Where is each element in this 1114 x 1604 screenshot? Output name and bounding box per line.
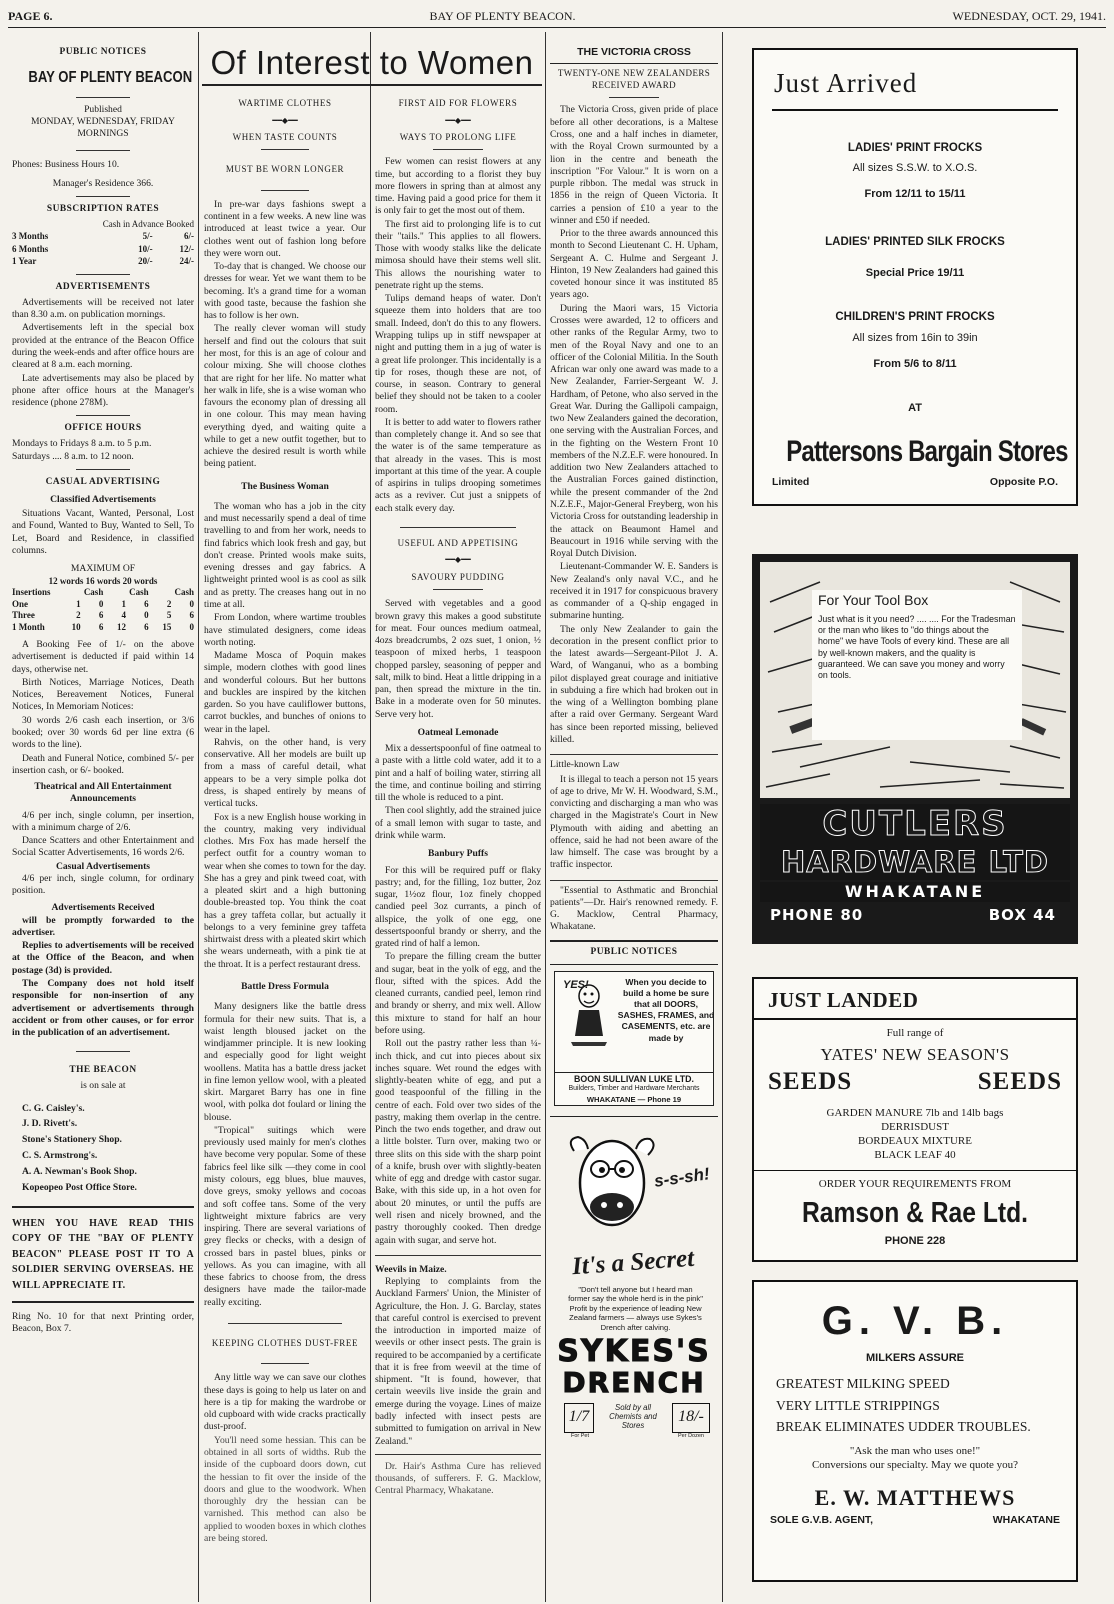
box-number: BOX 44 (988, 906, 1056, 924)
paragraph: 30 words 2/6 cash each insertion, or 3/6 booked; over 30 words 6d per line extra (6 words to the line). (12, 714, 194, 751)
paragraph: From London, where wartime troubles have stimulated designers, come ideas worth noting. (204, 612, 366, 648)
beacon-title: BAY OF PLENTY BEACON (28, 69, 193, 87)
seeds-label: SEEDS (977, 1067, 1062, 1095)
shh-callout: s-s-sh! (652, 1163, 711, 1191)
paragraph: Death and Funeral Notice, combined 5/- per insertion cash, or 6/- booked. (12, 752, 194, 776)
phone-number: PHONE 80 (770, 906, 864, 924)
company-address: WHAKATANE — Phone 19 (586, 1094, 682, 1104)
gvb-milkers-ad (752, 1280, 1078, 1582)
divider (76, 196, 131, 197)
ad-line: GARDEN MANURE 7lb and 14lb bags (826, 1106, 1004, 1119)
ad-line: BORDEAUX MIXTURE (858, 1134, 972, 1147)
ad-line: YATES' NEW SEASON'S (820, 1044, 1010, 1064)
seller: Stone's Stationery Shop. (22, 1134, 122, 1146)
paragraph: Served with vegetables and a good brown gravy this makes a good substitute for meat. Four ounces medium oatmeal, 4ozs breadcrumbs, 2 ozs suet, 1 onion, ½ teaspoon of mixed herbs, 1 teaspoon chopped parsley, seasoning of pepper and salt, milk to bind. Heat a little dripping in a pan, then spread the mixture in the tin. Bake in a moderate oven for 50 minutes. Serve very hot. (375, 598, 541, 720)
article-subhead: MUST BE WORN LONGER (225, 164, 345, 175)
yes-callout: YES! (563, 978, 589, 991)
paragraph: Advertisements will be received not later than 8.30 a.m. on publication mornings. (12, 296, 194, 321)
paragraph: It is illegal to teach a person not 15 years of age to drive, Mr W. H. Woodward, S.M., convicting and discharging a man who was charged in the Magistrate's Court in New Plymouth with aiding and abetting an offence, said he had not been aware of the law himself. The case was brought by a traffic inspector. (550, 773, 718, 871)
seeds-label: SEEDS (768, 1067, 853, 1095)
seller: J. D. Rivett's. (22, 1118, 78, 1130)
column-rule (722, 32, 723, 1602)
ad-line: LADIES' PRINTED SILK FROCKS (825, 236, 1005, 249)
article-subhead: WHEN TASTE COUNTS (232, 131, 338, 142)
column-rule (370, 32, 371, 1602)
agent-name: E. W. MATTHEWS (814, 1485, 1016, 1511)
paragraph: 4/6 per inch, single column, for ordinary position. (12, 872, 194, 897)
cutlers-hardware-ad (752, 554, 1078, 944)
article-subhead: SAVOURY PUDDING (411, 571, 505, 582)
ad-line: BLACK LEAF 40 (874, 1148, 956, 1161)
phone-info: Phones: Business Hours 10. (12, 159, 120, 171)
paragraph: The Victoria Cross, given pride of place before all other decorations, is a Maltese Cross, one and a half inches in diameter, with the Royal Crown surmounted by a lion in the centre and beneath the inscription "For Valour." It is worn on a purple ribbon. The medal was struck in 1856 in the reign of Queen Victoria. It carries a pension of £10 a year to the winner and £50 if needed. (550, 104, 718, 226)
price-small: 1/7 (564, 1403, 594, 1433)
tool-box-panel (812, 590, 1022, 740)
divider (76, 1051, 131, 1052)
boon-sullivan-ad (554, 971, 714, 1106)
ad-copy: Just what is it you need? .... .... For the Tradesman or the man who likes to "do things about the home" we have Tools of every kind. These are all by well-known makers, and the quality is guaranteed. We can save you money and worry on tools. (818, 613, 1016, 681)
ad-line: LADIES' PRINT FROCKS (847, 141, 983, 154)
paragraph: Birth Notices, Marriage Notices, Death Notices, Bereavement Notices, Funeral Notices, In Memoriam Notices: (12, 676, 194, 713)
column-rule (198, 32, 199, 1602)
paragraph: Mix a dessertspoonful of fine oatmeal to a paste with a little cold water, add it to a pint and a half of boiling water, stirring all the time, and continue boiling and stirring till the whole is reduced to a pint. (375, 743, 541, 804)
company-name: BOON SULLIVAN LUKE LTD. (574, 1073, 694, 1084)
divider (261, 149, 310, 150)
claim: BREAK ELIMINATES UDDER TROUBLES. (776, 1419, 1031, 1435)
article-subhead: Oatmeal Lemonade (417, 726, 499, 738)
paragraph: To prepare the filling cream the butter and sugar, beat in the yolk of egg, and the flour, sifted with the spices. Add the cleaned currants, candied peel, lemon rind and brandy or sherry, and mix well. Allow this mixture to stand for half an hour before using. (375, 951, 541, 1036)
ad-line: DERRISDUST (881, 1120, 949, 1133)
public-notices-column (12, 40, 194, 1600)
paragraph: Late advertisements may also be placed by phone after office hours at the Manager's residence (phone 278M). (12, 372, 194, 409)
article-subhead: Banbury Puffs (428, 848, 488, 860)
secret-slogan: It's a Secret (571, 1244, 695, 1280)
store-name: Pattersons Bargain Stores (786, 435, 1068, 469)
agent-footer (754, 1514, 1076, 1527)
paragraph: The first aid to prolonging life is to cut their "tails." This applies to all flowers. Those with woody stalks like the delicate mimosa should have their stems well slit. This allows the nourishing water to penetrate right up the stems. (375, 218, 541, 291)
printing-notice: Ring No. 10 for that next Printing order, Beacon, Box 7. (12, 1311, 194, 1335)
flowers-recipes-column: FIRST AID FOR FLOWERS ━━◆━━ WAYS TO PROLONG LIFE Few women can resist flowers at any time, but according to a florist they buy more flowers in spring than at almost any time. Having paid a good price for them it is only fair to get the most out of them. The first aid to prolonging life is to cut their "tails." This applies to all flowers. Those with woody stalks like the delicate mimosa should have their stems well slit. This allows the nourishing water to penetrate right up the stems. Tulips demand heaps of water. Don't squeeze them into holders that are too small. Indeed, don't do this to any flowers. Wrapping tulips up in stiff newspaper at night and putting them in a jug of water is a great life prolonger. This incidentally is a tip for roses, though these are not, of course, in season. Contrary to general belief they should not be taken to a cooler room. It is better to add water to flowers rather than completely change it. And so see that the water is of the same temperature as that already in the vases. This is most important at this time of the year. A couple of aspirins in tulips drooping sometimes acts as a reviver. Cut just a snippets of each stalk every day. USEFUL AND APPETISING ━━◆━━ SAVOURY PUDDING Served with vegetables and a good brown gravy this makes a good substitute for meat. Four ounces medium oatmeal, 4ozs breadcrumbs, 2 ozs suet, 1 onion, ½ teaspoon of mixed herbs, 1 teaspoon chopped parsley, seasoning of pepper and salt, milk to bind. Heat a little dripping in a pan, then spread the mixture in the tin. Bake in a moderate oven for 50 minutes. Serve very hot. Oatmeal Lemonade Mix a dessertspoonful of fine oatmeal to a paste with a little cold water, add it to a pint and a half of boiling water, stirring all the time, and continue boiling and stirring till the whole is reduced to a pint. Then cool slightly, add the strained juice of a small lemon with sugar to taste, and drink while warm. Banbury Puffs For this will be required puff or flaky pastry; and, for the filling, 1oz butter, 2oz sugar, 1½oz flour, 1oz finely chopped candied peel 3oz currants, a pinch of allspice, the yolk of one egg, one dessertspoonful brandy or sherry, and the grated rind of half a lemon. To prepare the filling cream the butter and sugar, beat in the yolk of egg, and the flour, sifted with the spices. Add the cleaned currants, candied peel, lemon rind and brandy or sherry, and mix well. Allow this mixture to stand for half an hour before using. Roll out the pastry rather less than ¼-inch thick, and cut into pieces about six inches square. Wet round the edges with slightly-beaten white of egg, and put a good teaspoonful of the filling in the centre of each. Fold over two sides of the pastry, making them overlap in the centre. Pinch the two ends together, and draw out a little bolster. Turn over, making two or three slits on this side with the sharp point of a knife, brush over with slightly-beaten white of egg and dredge with castor sugar. Bake, with this side up, in a hot oven for about 20 minutes, or until the puffs are well risen and nicely browned, and the pastry thoroughly cooked. Then dredge again with sugar, and serve hot. Weevils in Maize. Replying to complaints from the Auckland Farmers' Union, the Minister of Agriculture, the Hon. J. G. Barclay, states that careful control is exercised to prevent the introduction in imported maize of weevils or other insect pests. The grain is required to be accompanied by a certificate that it is free from weevil at the time of shipment. "It is found, however, that certain weevils live inside the grain and emerge during the voyage. Lines of maize badly infected with insect pests are submitted to fumigation on arrival in New Zealand." Dr. Hair's Asthma Cure has relieved thousands, of sufferers. F. G. Macklow, Central Pharmacy, Whakatane. (375, 98, 541, 1497)
sykes-drench-ad (550, 1116, 718, 1439)
word-count-header: 12 words 16 words 20 words (48, 575, 158, 586)
ad-line: MILKERS ASSURE (866, 1352, 964, 1365)
casual-ads-heading: Casual Advertisements (55, 860, 151, 872)
office-hours-saturday: Saturdays .... 8 a.m. to 12 noon. (12, 450, 134, 462)
seller: Kopeopeo Post Office Store. (22, 1181, 137, 1193)
brand-name: DRENCH (562, 1365, 706, 1399)
price-large: 18/- (672, 1403, 710, 1433)
divider (76, 150, 131, 151)
women-section-banner (202, 40, 542, 86)
section-heading: PUBLIC NOTICES (59, 47, 147, 57)
insertion-row: One 1 0 1 6 2 0 (12, 598, 194, 609)
seller: C. S. Armstrong's. (22, 1150, 98, 1162)
article-subhead: TWENTY-ONE NEW ZEALANDERS RECEIVED AWARD (557, 68, 711, 90)
ad-headline: JUST LANDED (768, 988, 919, 1012)
divider (433, 149, 483, 150)
paragraph: "Essential to Asthmatic and Bronchial patients"—Dr. Hair's renowned remedy. F. G. Macklow, Central Pharmacy, Whakatane. (550, 884, 718, 933)
brand-name: SYKES'S (557, 1333, 711, 1369)
town-name: WHAKATANE (760, 882, 1070, 902)
office-hours-heading: OFFICE HOURS (64, 423, 142, 434)
store-suffix: Limited (772, 475, 810, 488)
sellers-list (12, 1101, 194, 1196)
paragraph: To-day that is changed. We choose our dresses for wear. Yet we want them to be becoming. It's a grand time for a woman with good taste, because the fashion she has to follow is her own. (204, 261, 366, 322)
paragraph: Replying to complaints from the Auckland Farmers' Union, the Minister of Agriculture, the Hon. J. G. Barclay, states that careful control is exercised to prevent the introduction in imported maize of weevils or other insect pests. The grain is required to be accompanied by a certificate that it is free from weevil at the time of shipment. "It is found, however, that certain weevils live inside the grain and emerge during the voyage. Lines of maize badly infected with insect pests are submitted to fumigation on arrival in New Zealand." (375, 1276, 541, 1447)
ad-headline: For Your Tool Box (818, 592, 929, 608)
paragraph: Any little way we can save our clothes these days is going to help us later on and here is a tip for making the wardrobe or old cupboard with wide cracks practically dust-proof. (204, 1372, 366, 1433)
rate-row: 1 Year 20/- 24/- (12, 256, 194, 267)
agent-town: WHAKATANE (992, 1514, 1060, 1527)
ad-line: ORDER YOUR REQUIREMENTS FROM (818, 1178, 1012, 1191)
divider (228, 1323, 341, 1324)
divider (76, 274, 131, 275)
insertion-row: Three 2 6 4 0 5 6 (12, 610, 194, 621)
maximum-heading: MAXIMUM OF (70, 563, 136, 575)
office-hours-weekday: Mondays to Fridays 8 a.m. to 5 p.m. (12, 438, 152, 450)
ad-line: From 5/6 to 8/11 (873, 358, 957, 371)
article-headline: WARTIME CLOTHES (238, 98, 332, 108)
publication-days: MONDAY, WEDNESDAY, FRIDAY (31, 115, 175, 127)
paragraph: Madame Mosca of Poquin makes simple, modern clothes with good lines and wonderful colours. But her buttons and buckles are inspired by the kitchen garden. So you have cauliflower buttons, carrot buckles, and bunches of onions to wear in the lapel. (204, 650, 366, 735)
paragraph: It is better to add water to flowers rather than completely change it. And so see that the water is of the same temperature as that already in the vases. This is most important at this time of the year. A couple of aspirins in tulips drooping sometimes acts as a reviver. Cut just a snippets of each stalk every day. (375, 416, 541, 514)
store-footer (754, 476, 1076, 489)
ad-copy: When you decide to build a home be sure that all DOORS, SASHES, FRAMES, and CASEMENTS, etc. are made by (617, 976, 715, 1043)
pattersons-ad (752, 48, 1078, 506)
paragraph: will be promptly forwarded to the advertiser. (12, 914, 194, 938)
paragraph: Fox is a new English house working in the country, making very individual clothes. Mrs Fox has made herself the perfect outfit for a country woman to wear when she comes to town for the day. She has a grey and pink tweed coat, with a pleated skirt and a high buttoning double-breasted top. You think the coat has a grey taffeta collar, but actually it belongs to a very feminine grey taffeta shirtwaist dress with a pleated skirt which she wears underneath, with a pink tie at the throat. It is a perfect restaurant dress. (204, 811, 366, 970)
article-subhead: WAYS TO PROLONG LIFE (399, 131, 517, 142)
paragraph: The really clever woman will study herself and find out the colours that suit her most, for this is an age of colour and colour mixing. She will choose clothes that are right for her life. No matter what her walk in life, she is a wise woman who favours the economy plan of dressing all in one colour. This may mean having everything dyed, and waiting quite a while to get a new outfit together, but to achieve the desired result is worth while being patient. (204, 323, 366, 470)
column-rule (545, 32, 546, 1602)
article-headline: KEEPING CLOTHES DUST-FREE (211, 1337, 359, 1348)
seller: C. G. Caisley's. (22, 1102, 85, 1114)
women-section-title: Of Interest to Women (210, 44, 534, 81)
store-location: Opposite P.O. (989, 475, 1058, 488)
rate-row: 6 Months 10/- 12/- (12, 243, 194, 254)
tool-illustration (760, 562, 1070, 798)
paragraph: You'll need some hessian. This can be obtained in all sorts of widths. Rub the inside of the cupboard doors down, cut the hessian to fit over the inside of the doors and glue to the woodwork. When thoroughly dry the hessian can be varnished. This method can also be applied to wooden boxes in which clothes are being stored. (204, 1434, 366, 1544)
divider (76, 97, 131, 98)
paragraph: Replies to advertisements will be received at the Office of the Beacon, and when postage (3d) is provided. (12, 940, 194, 976)
paragraph: "Tropical" suitings which were previously used mainly for men's clothes have become very popular. Some of these fabrics feel like silk —they come in cool misty colours, egg blues, blue mauves, dove greys, smoky yellows and cocoas and soft coffee tans. Some of the very lightweight mixture fabrics are very inspiring. There are several variations of grey flecks or checks, with a design of crossed bars in pastel blues, pinks or yellows. As you can imagine, with all these fabrics to choose from, the dress designers have made the tailor-made really exciting. (204, 1124, 366, 1308)
ad-copy: "Don't tell anyone but I heard man former say the whole herd is in the pink" Profit by the experience of leading New Zealand farmers — always use Sykes's Drench after calving. (568, 1284, 703, 1332)
article-subhead: Battle Dress Formula (241, 980, 329, 992)
subscription-heading: SUBSCRIPTION RATES (46, 203, 160, 214)
insertion-header: Insertions Cash Cash Cash (12, 587, 194, 598)
soldier-notice: WHEN YOU HAVE READ THIS COPY OF THE "BAY OF PLENTY BEACON" PLEASE POST IT TO A SOLDIER SERVING OVERSEAS. HE WILL APPRECIATE IT. (12, 1217, 194, 1291)
publication-time: MORNINGS (77, 128, 129, 140)
received-heading: Advertisements Received (51, 902, 155, 914)
section-heading: PUBLIC NOTICES (590, 946, 678, 957)
ad-line: Conversions our specialty. May we quote you? (811, 1459, 1019, 1472)
stockist-note: Sold by all Chemists and Stores (609, 1402, 657, 1430)
paragraph: Roll out the pastry rather less than ¼-inch thick, and cut into pieces about six inches square. Wet round the edges with slightly-beaten white of egg, and put a good teaspoonful of the filling in the centre of each. Fold over two sides of the pastry, making them overlap in the centre. Pinch the two ends together, and draw out a little bolster. Turn over, making two or three slits on this side with the sharp point of a knife, brush over with slightly-beaten white of egg and dredge with castor sugar. Bake, with this side up, in a hot oven for about 20 minutes, or until the puffs are well risen and nicely browned, and the pastry thoroughly cooked. Then dredge again with sugar, and serve hot. (375, 1038, 541, 1246)
divider (433, 589, 483, 590)
paragraph: Dance Scatters and other Entertainment and Social Scatter Advertisements, 16 words 2/6. (12, 835, 194, 859)
paper-name: BAY OF PLENTY BEACON. (429, 8, 576, 23)
ad-line: AT (908, 402, 922, 415)
divider (400, 527, 516, 528)
on-sale-label: is on sale at (80, 1080, 126, 1092)
paragraph: A Booking Fee of 1/- on the above advertisement is deducted if paid within 14 days, otherwise net. (12, 639, 194, 675)
cow-head-icon (564, 1131, 660, 1239)
article-headline: THE VICTORIA CROSS (577, 46, 691, 58)
advertisements-heading: ADVERTISEMENTS (55, 281, 151, 292)
paragraph: The Company does not hold itself responsible for non-insertion of any advertisement or advertisements through accident or from other causes, or for error in the publication of an advertisement. (12, 978, 194, 1039)
claim: GREATEST MILKING SPEED (776, 1376, 950, 1392)
paragraph: Tulips demand heaps of water. Don't squeeze them into holders that are too small. Indeed, don't do this to any flowers. Wrapping tulips up in stiff newspaper at night and putting them in a jug of water is a great life prolonger. This incidentally is a tip for roses, though these are not, of course, in season. Contrary to general belief they should not be taken to a cooler room. (375, 293, 541, 415)
paragraph: In pre-war days fashions swept a continent in a few weeks. A new line was introduced at least twice a year. Our clothes went out of fashion long before they were worn out. (204, 198, 366, 259)
insertion-row: 1 Month 10 6 12 6 15 0 (12, 621, 194, 632)
paragraph: Many designers like the battle dress formula for their new suits. That is, a waist length bloused jacket on the windjammer principle. It is new looking and especially good for light weight woollens. Matita has a battle dress jacket in fine lemon yellow wool, with a pleated skirt. Margaret Barry has one in fine wool, with polka dot foulard or lining the blouse. (204, 1001, 366, 1123)
theatrical-heading: Theatrical and All Entertainment Announcements (34, 781, 172, 805)
paragraph: 4/6 per inch, single column, per insertion, with a minimum charge of 2/6. (12, 809, 194, 833)
brand-name: HARDWARE LTD (760, 844, 1070, 880)
paragraph: The only New Zealander to gain the decoration in the present conflict prior to the latest awards—Sergeant-Pilot J. A. Ward, of Wanganui, who as a bombing pilot displayed great courage and initiative in subduing a fire which had broken out in the wing of a Wellington bombing plane after a raid over Germany. Sergeant Ward has since been reported missing, believed killed. (550, 623, 718, 746)
company-name: Ramson & Rae Ltd. (802, 1197, 1028, 1230)
paragraph: During the Maori wars, 15 Victoria Crosses were awarded, 12 to officers and other ranks of the Regular Army, two to men of the Royal Navy and one to an officer of the Colonial Militia. In the South African war only one award was made to a New Zealander, Farrier-Sergeant W. J. Hardham, of Petone, who also served in the Great War. During the Gallipoli campaign, two New Zealanders gained the decoration, one serving with the Australian Forces, and in the fighting on the Western Front 10 members of the N.Z.E.F. were honoured. In addition two New Zealanders attached to the Australian Forces gained distinction, while the present commander of the 2nd N.Z.E.F., Major-General Freyberg, won his Victoria Cross for outstanding leadership in the attack on Beaumont Hamel and Beaucourt in 1916 while serving with the Royal Dutch Division. (550, 302, 718, 560)
issue-date: WEDNESDAY, OCT. 29, 1941. (952, 8, 1106, 23)
wartime-clothes-column: WARTIME CLOTHES ━━◆━━ WHEN TASTE COUNTS MUST BE WORN LONGER In pre-war days fashions swept a continent in a few weeks. A new line was introduced at least twice a year. Our clothes went out of fashion long before they were worn out. To-day that is changed. We choose our dresses for wear. Yet we want them to be becoming. It's a grand time for a woman with good taste, because the fashion she has to follow is her own. The really clever woman will study herself and find out the colours that suit her most, for this is an age of colour and colour mixing. She will choose clothes that are right for her life. No matter what her walk in life, she is a wise woman who favours the economy plan of dressing all in one colour. This may mean having everything dyed, and waiting quite a while to get a new outfit together, but to achieve the desired result is worth while being patient. The Business Woman The woman who has a job in the city and must necessarily spend a deal of time travelling to and from her work, needs to find fabrics which look fresh and gay, but don't crease. Printed wools make suits, evening dresses and gay fabrics. A lightweight printed wool is as cool as silk and as pretty. The creases hang out in no time at all. From London, where wartime troubles have stimulated designers, come ideas worth noting. Madame Mosca of Poquin makes simple, modern clothes with good lines and wonderful colours. But her buttons and buckles are inspired by the kitchen garden. So you have cauliflower buttons, carrot buckles, and bunches of onions to wear in the lapel. Rahvis, on the other hand, is very conservative. All her models are built up from a mass of careful detail, what appears to be a very simple polka dot dress, is shaped entirely by means of vertical tucks. Fox is a new English house working in the country, making very individual clothes. Mrs Fox has made herself the perfect outfit for a country woman to wear when she comes to town for the day. She has a grey and pink tweed coat, with a pleated skirt and a high buttoning double-breasted top. You think the coat has a grey taffeta collar, but actually it belongs to a very feminine grey taffeta shirtwaist dress with a pleated skirt which she wears underneath, with a pink tie at the throat. It is a perfect restaurant dress. Battle Dress Formula Many designers like the battle dress formula for their new suits. That is, a waist length bloused jacket on the windjammer principle. It is new looking and especially good for light weight woollens. Matita has a battle dress jacket in fine lemon yellow wool, with a pleated skirt. Margaret Barry has one in fine wool, with polka dot foulard or lining the blouse. "Tropical" suitings which were previously used mainly for men's clothes have become very popular. Some of these fabrics feel like silk —they come in cool misty colours, egg blues, blue mauves, dove greys, smoky yellows and cocoas and soft coffee tans. Some of the very lightweight mixture fabrics are very inspiring. There are several variations of grey flecks or checks, with a design of crossed bars in pastel blues, pinks or yellows. As you can imagine, with all these fabrics to choose from, the dress designers have made the tailor-made really exciting. KEEPING CLOTHES DUST-FREE Any little way we can save our clothes these days is going to help us later on and here is a tip for making the wardrobe or old cupboard with wide cracks practically dust-proof. You'll need some hessian. This can be obtained in all sorts of widths. Rub the inside of the cupboard doors down, cut the hessian to fit over the inside of the doors and glue to the woodwork. When thoroughly dry the hessian can be varnished. This method can also be applied to wooden boxes in which clothes are being stored. (204, 98, 366, 1544)
article-subhead: Weevils in Maize. (375, 1263, 447, 1275)
seller: A. A. Newman's Book Shop. (22, 1165, 137, 1177)
paragraph: The woman who has a job in the city and must necessarily spend a deal of time travelling to and from her work, needs to find fabrics which look fresh and gay, but don't crease. Printed wools make suits, evening dresses and gay fabrics. A lightweight printed wool is as cool as silk and as pretty. The creases hang out in no time at all. (204, 500, 366, 611)
residence-phone: Manager's Residence 366. (52, 177, 154, 189)
masthead (8, 6, 1106, 28)
claims-list (754, 1373, 1076, 1438)
divider (609, 97, 659, 98)
claim: VERY LITTLE STRIPPINGS (776, 1397, 940, 1413)
paragraph: Prior to the three awards announced this month to Second Lieutenant C. H. Upham, Sergeant A. C. Hulme and Sergeant J. Hinton, 19 New Zealanders had gained this coveted honour since it was instituted 85 years ago. (550, 228, 718, 301)
divider (76, 469, 131, 470)
classified-heading: Classified Advertisements (50, 493, 156, 505)
paragraph: Dr. Hair's Asthma Cure has relieved thousands, of sufferers. F. G. Macklow, Central Pharmacy, Whakatane. (375, 1460, 541, 1497)
ad-line: CHILDREN'S PRINT FROCKS (835, 311, 995, 324)
subscription-columns: Cash in Advance Booked (102, 218, 194, 229)
ad-line: All sizes from 16in to 39in (852, 331, 978, 344)
ramson-rae-ad (752, 977, 1078, 1262)
divider (261, 190, 310, 191)
ad-line: Special Price 19/11 (865, 267, 965, 280)
ad-line: From 12/11 to 15/11 (864, 188, 966, 201)
gvb-logo: G. V. B. (821, 1299, 1009, 1343)
ad-line: All sizes S.S.W. to X.O.S. (852, 162, 978, 175)
divider (261, 1363, 310, 1364)
article-subhead: Little-known Law (550, 759, 620, 771)
casual-advertising-heading: CASUAL ADVERTISING (45, 476, 161, 487)
article-subhead: The Business Woman (241, 480, 329, 492)
price-label: For Pet (570, 1432, 590, 1439)
price-label: Per Dozen (678, 1432, 704, 1439)
ad-line: Full range of (886, 1026, 944, 1039)
divider (76, 415, 131, 416)
victoria-cross-column (550, 40, 718, 1600)
ad-headline: Just Arrived (774, 68, 918, 98)
rate-row: 3 Months 5/- 6/- (12, 231, 194, 242)
paragraph: Rahvis, on the other hand, is very conservative. All her models are built up from a mass of careful detail, what appears to be a very simple polka dot dress, is shaped entirely by means of vertical tucks. (204, 736, 366, 810)
article-headline: FIRST AID FOR FLOWERS (398, 98, 518, 108)
company-tagline: Builders, Timber and Hardware Merchants (568, 1084, 700, 1092)
brand-name: CUTLERS (760, 804, 1070, 844)
article-headline: USEFUL AND APPETISING (397, 537, 519, 548)
paragraph: Then cool slightly, add the strained juice of a small lemon with sugar to taste, and drink while warm. (375, 805, 541, 842)
published-label: Published (84, 103, 122, 115)
seeds-line (754, 1066, 1076, 1098)
page-number: PAGE 6. (8, 8, 53, 23)
paragraph: Situations Vacant, Wanted, Personal, Lost and Found, Wanted to Buy, Wanted to Sell, To Let, Board and Residence, in classified columns. (12, 508, 194, 556)
paragraph: Lieutenant-Commander W. E. Sanders is New Zealand's only naval V.C., and he received it in 1917 for conspicuous bravery as commander of a Q-ship engaged in submarine hunting. (550, 561, 718, 622)
phone-number: PHONE 228 (884, 1235, 946, 1248)
agent-label: SOLE G.V.B. AGENT, (770, 1514, 874, 1527)
beacon-heading: THE BEACON (69, 1065, 137, 1076)
paragraph: For this will be required puff or flaky pastry; and, for the filling, 1oz butter, 2oz sugar, 1½oz flour, 1oz finely chopped candied peel 3oz currants, a pinch of allspice, the yolk of one egg, one dessertspoonful brandy or sherry, and the grated rind of half a lemon. (375, 864, 541, 950)
ad-line: "Ask the man who uses one!" (849, 1445, 981, 1458)
paragraph: Few women can resist flowers at any time, but according to a florist they buy more flowers in spring than at almost any time. Having paid a good price for them it is only fair to get the most out of them. (375, 156, 541, 217)
paragraph: Advertisements left in the special box provided at the entrance of the Beacon Office during the week-ends and after office hours are cleared at 8 a.m. each morning. (12, 322, 194, 371)
